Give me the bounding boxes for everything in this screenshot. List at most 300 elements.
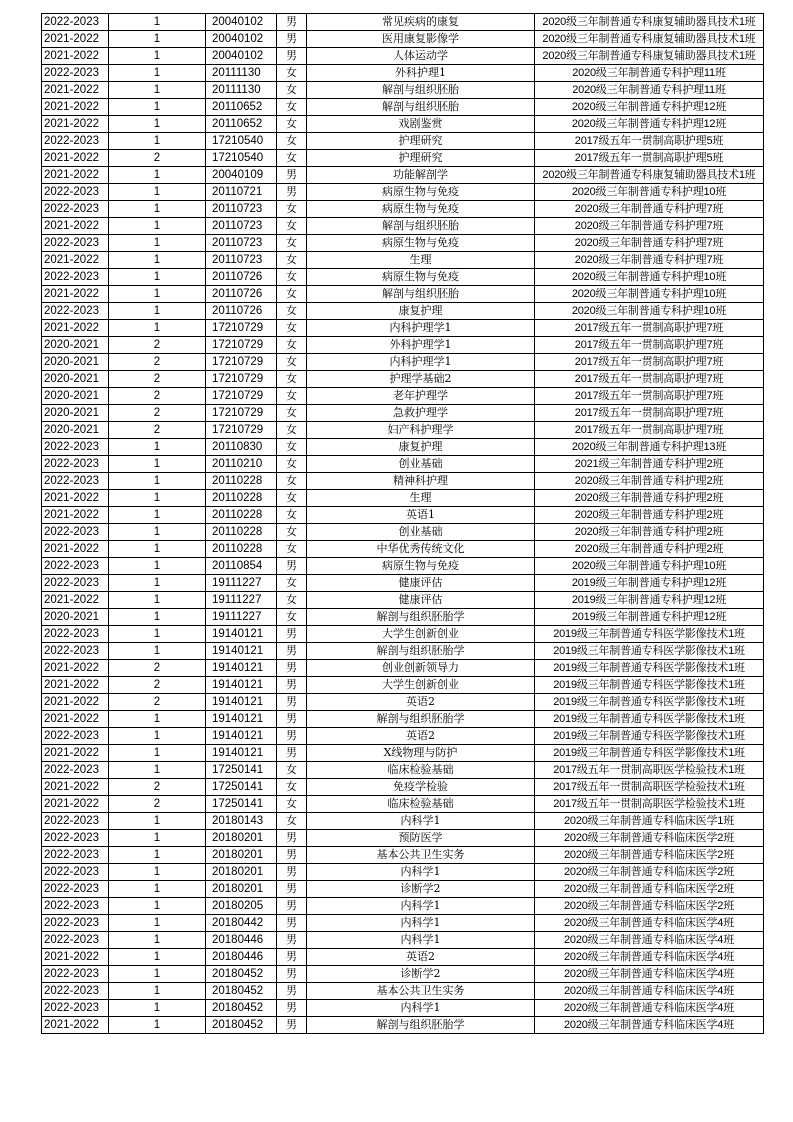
student-id-cell: 20180205 xyxy=(206,898,277,915)
table-row xyxy=(42,1017,764,1034)
year-cell: 2022-2023 xyxy=(42,1000,109,1017)
class-cell: 2020级三年制普通专科临床医学4班 xyxy=(535,949,764,966)
term-cell: 1 xyxy=(109,575,206,592)
course-cell: 病原生物与免疫 xyxy=(307,558,535,575)
student-id-cell: 20180201 xyxy=(206,847,277,864)
term-cell: 1 xyxy=(109,728,206,745)
course-cell: 外科护理1 xyxy=(307,65,535,82)
course-cell: 解剖与组织胚胎 xyxy=(307,286,535,303)
gender-cell: 女 xyxy=(277,524,307,541)
year-cell: 2022-2023 xyxy=(42,643,109,660)
table-row xyxy=(42,694,764,711)
year-cell: 2021-2022 xyxy=(42,490,109,507)
class-cell: 2020级三年制普通专科临床医学2班 xyxy=(535,881,764,898)
course-cell: 常见疾病的康复 xyxy=(307,14,535,31)
year-cell: 2021-2022 xyxy=(42,592,109,609)
table-row xyxy=(42,133,764,150)
year-cell: 2021-2022 xyxy=(42,949,109,966)
gender-cell: 女 xyxy=(277,779,307,796)
course-cell: 内科学1 xyxy=(307,1000,535,1017)
course-cell: 病原生物与免疫 xyxy=(307,201,535,218)
table-row xyxy=(42,660,764,677)
course-cell: 内科学1 xyxy=(307,915,535,932)
class-cell: 2020级三年制普通专科康复辅助器具技术1班 xyxy=(535,14,764,31)
year-cell: 2021-2022 xyxy=(42,167,109,184)
student-id-cell: 20180201 xyxy=(206,864,277,881)
student-id-cell: 19111227 xyxy=(206,609,277,626)
year-cell: 2022-2023 xyxy=(42,201,109,218)
table-row xyxy=(42,269,764,286)
table-row xyxy=(42,541,764,558)
year-cell: 2022-2023 xyxy=(42,14,109,31)
class-cell: 2020级三年制普通专科护理12班 xyxy=(535,116,764,133)
class-cell: 2020级三年制普通专科临床医学4班 xyxy=(535,1017,764,1034)
course-cell: 急救护理学 xyxy=(307,405,535,422)
class-cell: 2020级三年制普通专科护理2班 xyxy=(535,541,764,558)
class-cell: 2019级三年制普通专科医学影像技术1班 xyxy=(535,626,764,643)
year-cell: 2022-2023 xyxy=(42,864,109,881)
class-cell: 2020级三年制普通专科护理2班 xyxy=(535,490,764,507)
gender-cell: 女 xyxy=(277,269,307,286)
table-row xyxy=(42,456,764,473)
course-cell: 护理研究 xyxy=(307,133,535,150)
class-cell: 2017级五年一贯制高职护理7班 xyxy=(535,371,764,388)
class-cell: 2017级五年一贯制高职护理5班 xyxy=(535,150,764,167)
year-cell: 2022-2023 xyxy=(42,983,109,1000)
table-row xyxy=(42,184,764,201)
course-cell: 解剖与组织胚胎 xyxy=(307,99,535,116)
term-cell: 1 xyxy=(109,745,206,762)
term-cell: 1 xyxy=(109,133,206,150)
year-cell: 2020-2021 xyxy=(42,422,109,439)
student-id-cell: 19111227 xyxy=(206,592,277,609)
class-cell: 2017级五年一贯制高职护理7班 xyxy=(535,354,764,371)
class-cell: 2020级三年制普通专科护理11班 xyxy=(535,65,764,82)
gender-cell: 男 xyxy=(277,745,307,762)
gender-cell: 男 xyxy=(277,864,307,881)
gender-cell: 女 xyxy=(277,303,307,320)
student-id-cell: 17210540 xyxy=(206,133,277,150)
year-cell: 2022-2023 xyxy=(42,762,109,779)
class-cell: 2020级三年制普通专科护理10班 xyxy=(535,184,764,201)
year-cell: 2022-2023 xyxy=(42,575,109,592)
year-cell: 2021-2022 xyxy=(42,507,109,524)
course-cell: 功能解剖学 xyxy=(307,167,535,184)
course-cell: 内科护理学1 xyxy=(307,354,535,371)
class-cell: 2020级三年制普通专科临床医学4班 xyxy=(535,932,764,949)
course-cell: 健康评估 xyxy=(307,575,535,592)
class-cell: 2019级三年制普通专科医学影像技术1班 xyxy=(535,677,764,694)
class-cell: 2019级三年制普通专科护理12班 xyxy=(535,609,764,626)
gender-cell: 女 xyxy=(277,422,307,439)
year-cell: 2022-2023 xyxy=(42,235,109,252)
year-cell: 2021-2022 xyxy=(42,150,109,167)
term-cell: 1 xyxy=(109,269,206,286)
class-cell: 2020级三年制普通专科护理2班 xyxy=(535,507,764,524)
student-id-cell: 20180143 xyxy=(206,813,277,830)
gender-cell: 男 xyxy=(277,898,307,915)
term-cell: 1 xyxy=(109,99,206,116)
term-cell: 1 xyxy=(109,31,206,48)
term-cell: 1 xyxy=(109,473,206,490)
gender-cell: 男 xyxy=(277,167,307,184)
course-cell: 解剖与组织胚胎学 xyxy=(307,609,535,626)
student-id-cell: 20110652 xyxy=(206,99,277,116)
term-cell: 1 xyxy=(109,966,206,983)
class-cell: 2020级三年制普通专科临床医学2班 xyxy=(535,898,764,915)
table-row xyxy=(42,422,764,439)
year-cell: 2022-2023 xyxy=(42,626,109,643)
table-row xyxy=(42,677,764,694)
table-row xyxy=(42,847,764,864)
term-cell: 1 xyxy=(109,184,206,201)
term-cell: 2 xyxy=(109,150,206,167)
year-cell: 2022-2023 xyxy=(42,65,109,82)
course-cell: 解剖与组织胚胎学 xyxy=(307,1017,535,1034)
course-cell: 诊断学2 xyxy=(307,966,535,983)
class-cell: 2020级三年制普通专科临床医学4班 xyxy=(535,1000,764,1017)
class-cell: 2020级三年制普通专科康复辅助器具技术1班 xyxy=(535,48,764,65)
gender-cell: 女 xyxy=(277,99,307,116)
table-row xyxy=(42,439,764,456)
year-cell: 2020-2021 xyxy=(42,609,109,626)
course-cell: 英语2 xyxy=(307,694,535,711)
term-cell: 1 xyxy=(109,14,206,31)
course-cell: 人体运动学 xyxy=(307,48,535,65)
student-id-cell: 20110830 xyxy=(206,439,277,456)
class-cell: 2020级三年制普通专科护理10班 xyxy=(535,286,764,303)
course-cell: 中华优秀传统文化 xyxy=(307,541,535,558)
gender-cell: 女 xyxy=(277,116,307,133)
table-row xyxy=(42,711,764,728)
gender-cell: 女 xyxy=(277,813,307,830)
course-cell: 创业创新领导力 xyxy=(307,660,535,677)
gender-cell: 女 xyxy=(277,82,307,99)
table-row xyxy=(42,490,764,507)
term-cell: 1 xyxy=(109,813,206,830)
student-id-cell: 19140121 xyxy=(206,626,277,643)
year-cell: 2021-2022 xyxy=(42,218,109,235)
course-cell: 预防医学 xyxy=(307,830,535,847)
student-id-cell: 19140121 xyxy=(206,677,277,694)
table-row xyxy=(42,898,764,915)
gender-cell: 女 xyxy=(277,473,307,490)
class-cell: 2020级三年制普通专科护理13班 xyxy=(535,439,764,456)
table-row xyxy=(42,864,764,881)
course-cell: 创业基础 xyxy=(307,524,535,541)
gender-cell: 女 xyxy=(277,575,307,592)
table-row xyxy=(42,82,764,99)
student-id-cell: 20111130 xyxy=(206,65,277,82)
table-row xyxy=(42,303,764,320)
table-row xyxy=(42,371,764,388)
term-cell: 1 xyxy=(109,541,206,558)
table-row xyxy=(42,201,764,218)
student-id-cell: 19140121 xyxy=(206,711,277,728)
year-cell: 2021-2022 xyxy=(42,252,109,269)
class-cell: 2020级三年制普通专科临床医学2班 xyxy=(535,864,764,881)
student-id-cell: 20180446 xyxy=(206,932,277,949)
student-id-cell: 20180442 xyxy=(206,915,277,932)
gender-cell: 女 xyxy=(277,490,307,507)
table-row xyxy=(42,728,764,745)
term-cell: 2 xyxy=(109,660,206,677)
year-cell: 2021-2022 xyxy=(42,48,109,65)
course-cell: 内科护理学1 xyxy=(307,320,535,337)
gender-cell: 女 xyxy=(277,405,307,422)
term-cell: 1 xyxy=(109,932,206,949)
gender-cell: 女 xyxy=(277,150,307,167)
class-cell: 2017级五年一贯制高职护理7班 xyxy=(535,388,764,405)
table-row xyxy=(42,643,764,660)
student-id-cell: 20110721 xyxy=(206,184,277,201)
gender-cell: 女 xyxy=(277,133,307,150)
student-id-cell: 17210729 xyxy=(206,422,277,439)
gender-cell: 女 xyxy=(277,201,307,218)
term-cell: 1 xyxy=(109,524,206,541)
table-row xyxy=(42,830,764,847)
course-cell: 医用康复影像学 xyxy=(307,31,535,48)
course-cell: 解剖与组织胚胎 xyxy=(307,82,535,99)
gender-cell: 男 xyxy=(277,881,307,898)
year-cell: 2022-2023 xyxy=(42,898,109,915)
gender-cell: 男 xyxy=(277,728,307,745)
term-cell: 1 xyxy=(109,762,206,779)
term-cell: 1 xyxy=(109,82,206,99)
gender-cell: 女 xyxy=(277,507,307,524)
student-id-cell: 19111227 xyxy=(206,575,277,592)
course-cell: 诊断学2 xyxy=(307,881,535,898)
gender-cell: 女 xyxy=(277,320,307,337)
student-id-cell: 20110210 xyxy=(206,456,277,473)
student-id-cell: 17210729 xyxy=(206,320,277,337)
gender-cell: 男 xyxy=(277,184,307,201)
course-cell: 外科护理学1 xyxy=(307,337,535,354)
table-row xyxy=(42,558,764,575)
course-cell: 内科学1 xyxy=(307,813,535,830)
table-row xyxy=(42,609,764,626)
term-cell: 1 xyxy=(109,48,206,65)
gender-cell: 男 xyxy=(277,694,307,711)
year-cell: 2021-2022 xyxy=(42,796,109,813)
table-row xyxy=(42,1000,764,1017)
term-cell: 2 xyxy=(109,779,206,796)
records-table-body xyxy=(42,14,764,1034)
course-cell: 康复护理 xyxy=(307,303,535,320)
student-id-cell: 17210729 xyxy=(206,405,277,422)
student-id-cell: 20110228 xyxy=(206,524,277,541)
class-cell: 2021级三年制普通专科护理2班 xyxy=(535,456,764,473)
student-id-cell: 20110228 xyxy=(206,541,277,558)
table-row xyxy=(42,779,764,796)
class-cell: 2017级五年一贯制高职医学检验技术1班 xyxy=(535,762,764,779)
year-cell: 2022-2023 xyxy=(42,915,109,932)
year-cell: 2022-2023 xyxy=(42,456,109,473)
term-cell: 1 xyxy=(109,1017,206,1034)
course-cell: 内科学1 xyxy=(307,932,535,949)
year-cell: 2022-2023 xyxy=(42,830,109,847)
student-id-cell: 19140121 xyxy=(206,745,277,762)
gender-cell: 女 xyxy=(277,252,307,269)
term-cell: 1 xyxy=(109,1000,206,1017)
gender-cell: 女 xyxy=(277,762,307,779)
gender-cell: 女 xyxy=(277,337,307,354)
term-cell: 1 xyxy=(109,235,206,252)
year-cell: 2021-2022 xyxy=(42,541,109,558)
course-cell: 英语2 xyxy=(307,949,535,966)
student-id-cell: 20040102 xyxy=(206,48,277,65)
student-id-cell: 19140121 xyxy=(206,643,277,660)
course-cell: 免疫学检验 xyxy=(307,779,535,796)
class-cell: 2019级三年制普通专科医学影像技术1班 xyxy=(535,728,764,745)
term-cell: 1 xyxy=(109,116,206,133)
year-cell: 2022-2023 xyxy=(42,847,109,864)
student-id-cell: 20110652 xyxy=(206,116,277,133)
term-cell: 1 xyxy=(109,252,206,269)
class-cell: 2017级五年一贯制高职护理7班 xyxy=(535,422,764,439)
table-row xyxy=(42,31,764,48)
term-cell: 1 xyxy=(109,711,206,728)
year-cell: 2022-2023 xyxy=(42,932,109,949)
table-row xyxy=(42,813,764,830)
year-cell: 2022-2023 xyxy=(42,813,109,830)
term-cell: 1 xyxy=(109,983,206,1000)
year-cell: 2020-2021 xyxy=(42,371,109,388)
course-cell: 病原生物与免疫 xyxy=(307,235,535,252)
student-id-cell: 17210729 xyxy=(206,337,277,354)
year-cell: 2022-2023 xyxy=(42,184,109,201)
gender-cell: 男 xyxy=(277,31,307,48)
student-id-cell: 20110228 xyxy=(206,507,277,524)
term-cell: 1 xyxy=(109,439,206,456)
table-row xyxy=(42,116,764,133)
class-cell: 2020级三年制普通专科临床医学2班 xyxy=(535,847,764,864)
term-cell: 2 xyxy=(109,337,206,354)
term-cell: 1 xyxy=(109,881,206,898)
class-cell: 2020级三年制普通专科护理7班 xyxy=(535,218,764,235)
year-cell: 2022-2023 xyxy=(42,881,109,898)
gender-cell: 男 xyxy=(277,1000,307,1017)
table-row xyxy=(42,388,764,405)
gender-cell: 男 xyxy=(277,711,307,728)
year-cell: 2022-2023 xyxy=(42,473,109,490)
year-cell: 2022-2023 xyxy=(42,728,109,745)
student-id-cell: 19140121 xyxy=(206,694,277,711)
term-cell: 1 xyxy=(109,65,206,82)
class-cell: 2019级三年制普通专科护理12班 xyxy=(535,575,764,592)
class-cell: 2019级三年制普通专科医学影像技术1班 xyxy=(535,745,764,762)
year-cell: 2021-2022 xyxy=(42,99,109,116)
student-id-cell: 17210729 xyxy=(206,354,277,371)
gender-cell: 女 xyxy=(277,796,307,813)
student-id-cell: 17250141 xyxy=(206,762,277,779)
student-id-cell: 20180201 xyxy=(206,881,277,898)
table-row xyxy=(42,150,764,167)
class-cell: 2017级五年一贯制高职医学检验技术1班 xyxy=(535,779,764,796)
gender-cell: 男 xyxy=(277,949,307,966)
year-cell: 2021-2022 xyxy=(42,82,109,99)
class-cell: 2020级三年制普通专科康复辅助器具技术1班 xyxy=(535,31,764,48)
course-cell: 解剖与组织胚胎学 xyxy=(307,643,535,660)
table-row xyxy=(42,235,764,252)
course-cell: 妇产科护理学 xyxy=(307,422,535,439)
gender-cell: 男 xyxy=(277,847,307,864)
student-id-cell: 20180201 xyxy=(206,830,277,847)
course-cell: 健康评估 xyxy=(307,592,535,609)
table-row xyxy=(42,762,764,779)
year-cell: 2021-2022 xyxy=(42,31,109,48)
year-cell: 2021-2022 xyxy=(42,286,109,303)
term-cell: 1 xyxy=(109,218,206,235)
student-id-cell: 20040102 xyxy=(206,14,277,31)
student-id-cell: 20110723 xyxy=(206,252,277,269)
year-cell: 2021-2022 xyxy=(42,677,109,694)
year-cell: 2020-2021 xyxy=(42,388,109,405)
gender-cell: 女 xyxy=(277,65,307,82)
class-cell: 2017级五年一贯制高职护理7班 xyxy=(535,337,764,354)
student-id-cell: 20110723 xyxy=(206,235,277,252)
table-row xyxy=(42,218,764,235)
gender-cell: 女 xyxy=(277,609,307,626)
table-row xyxy=(42,507,764,524)
year-cell: 2021-2022 xyxy=(42,660,109,677)
student-id-cell: 20040102 xyxy=(206,31,277,48)
class-cell: 2020级三年制普通专科临床医学4班 xyxy=(535,915,764,932)
year-cell: 2021-2022 xyxy=(42,1017,109,1034)
table-row xyxy=(42,99,764,116)
student-id-cell: 20110726 xyxy=(206,269,277,286)
course-cell: 基本公共卫生实务 xyxy=(307,847,535,864)
student-id-cell: 17250141 xyxy=(206,779,277,796)
year-cell: 2020-2021 xyxy=(42,337,109,354)
course-cell: 大学生创新创业 xyxy=(307,626,535,643)
class-cell: 2020级三年制普通专科护理2班 xyxy=(535,524,764,541)
gender-cell: 男 xyxy=(277,932,307,949)
student-id-cell: 20110228 xyxy=(206,473,277,490)
gender-cell: 男 xyxy=(277,558,307,575)
course-cell: 创业基础 xyxy=(307,456,535,473)
class-cell: 2020级三年制普通专科护理10班 xyxy=(535,303,764,320)
term-cell: 2 xyxy=(109,694,206,711)
student-id-cell: 20040109 xyxy=(206,167,277,184)
course-cell: 解剖与组织胚胎 xyxy=(307,218,535,235)
term-cell: 1 xyxy=(109,643,206,660)
class-cell: 2019级三年制普通专科医学影像技术1班 xyxy=(535,711,764,728)
year-cell: 2021-2022 xyxy=(42,320,109,337)
class-cell: 2020级三年制普通专科临床医学4班 xyxy=(535,983,764,1000)
class-cell: 2017级五年一贯制高职护理7班 xyxy=(535,320,764,337)
table-row xyxy=(42,932,764,949)
student-id-cell: 20110854 xyxy=(206,558,277,575)
term-cell: 1 xyxy=(109,490,206,507)
student-id-cell: 20180452 xyxy=(206,966,277,983)
student-id-cell: 20110228 xyxy=(206,490,277,507)
student-id-cell: 20111130 xyxy=(206,82,277,99)
term-cell: 1 xyxy=(109,847,206,864)
table-row xyxy=(42,14,764,31)
table-row xyxy=(42,915,764,932)
table-row xyxy=(42,252,764,269)
class-cell: 2017级五年一贯制高职医学检验技术1班 xyxy=(535,796,764,813)
table-row xyxy=(42,48,764,65)
term-cell: 1 xyxy=(109,898,206,915)
term-cell: 1 xyxy=(109,303,206,320)
course-cell: 护理研究 xyxy=(307,150,535,167)
course-cell: 英语2 xyxy=(307,728,535,745)
course-cell: 解剖与组织胚胎学 xyxy=(307,711,535,728)
course-cell: 戏剧鉴赏 xyxy=(307,116,535,133)
gender-cell: 女 xyxy=(277,592,307,609)
